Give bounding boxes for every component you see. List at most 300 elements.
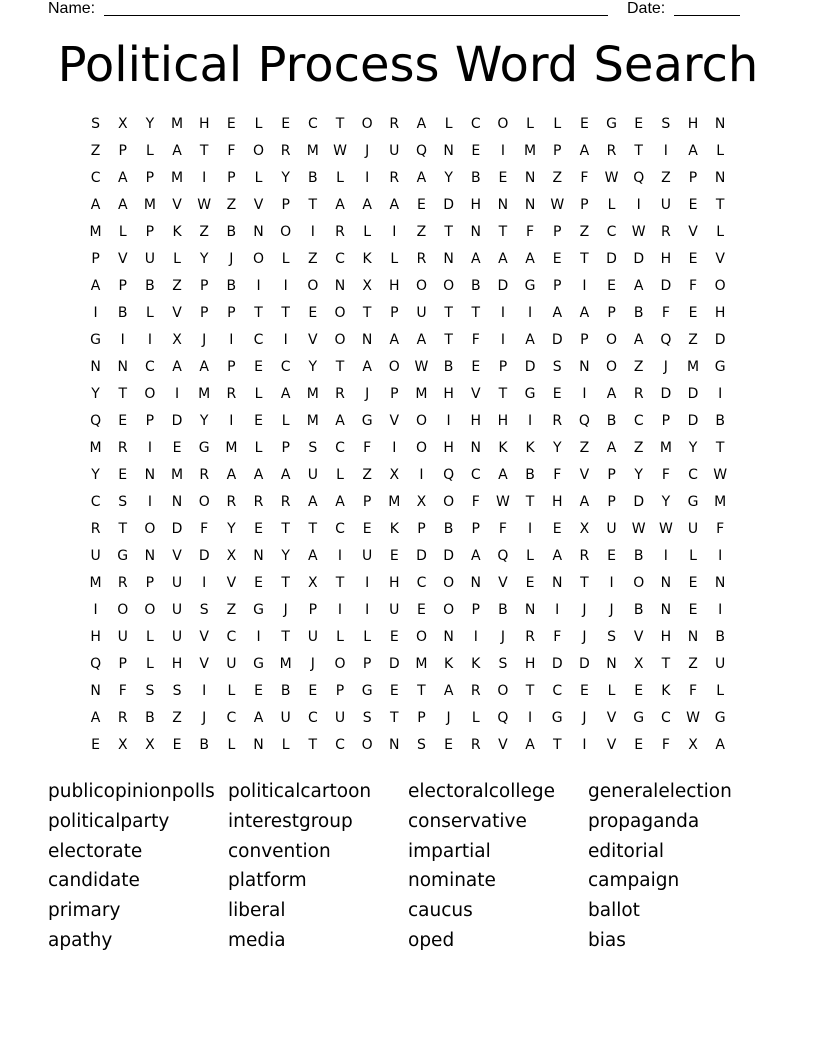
grid-letter: H bbox=[470, 197, 482, 213]
grid-letter: A bbox=[308, 494, 318, 510]
grid-letter: M bbox=[306, 143, 319, 159]
grid-letter: I bbox=[718, 602, 723, 618]
grid-letter: X bbox=[362, 278, 372, 294]
grid-letter: C bbox=[253, 332, 264, 348]
grid-letter: I bbox=[718, 548, 723, 564]
grid-letter: L bbox=[471, 710, 480, 726]
grid-letter: P bbox=[281, 197, 290, 213]
grid-letter: N bbox=[253, 737, 264, 753]
grid-letter: M bbox=[89, 440, 102, 456]
grid-letter: M bbox=[659, 440, 672, 456]
grid-letter: V bbox=[606, 737, 617, 753]
word-list bbox=[48, 780, 768, 959]
grid-letter: A bbox=[280, 467, 291, 483]
grid-letter: H bbox=[389, 575, 400, 591]
grid-letter: Z bbox=[633, 440, 644, 456]
grid-letter: N bbox=[470, 224, 481, 240]
grid-letter: L bbox=[526, 548, 534, 564]
grid-letter: F bbox=[118, 683, 127, 699]
grid-letter: L bbox=[173, 251, 181, 267]
grid-letter: U bbox=[307, 467, 318, 483]
grid-letter: C bbox=[470, 116, 481, 132]
grid-row bbox=[82, 246, 734, 273]
grid-letter: D bbox=[524, 359, 536, 375]
grid-letter: T bbox=[552, 737, 562, 753]
grid-letter: Y bbox=[308, 359, 318, 375]
grid-letter: L bbox=[336, 629, 344, 645]
grid-letter: B bbox=[280, 683, 291, 699]
grid-letter: F bbox=[661, 737, 670, 753]
grid-letter: A bbox=[416, 170, 427, 186]
grid-letter: G bbox=[117, 548, 129, 564]
grid-letter: S bbox=[199, 602, 209, 618]
grid-letter: W bbox=[658, 521, 673, 537]
grid-letter: V bbox=[117, 251, 128, 267]
grid-letter: M bbox=[171, 170, 184, 186]
grid-letter: A bbox=[606, 440, 617, 456]
grid-letter: T bbox=[498, 224, 508, 240]
grid-letter: N bbox=[443, 251, 454, 267]
grid-letter: I bbox=[582, 278, 587, 294]
grid-letter: D bbox=[687, 386, 699, 402]
grid-letter: S bbox=[661, 116, 671, 132]
grid-letter: W bbox=[713, 467, 728, 483]
grid-letter: P bbox=[145, 575, 155, 591]
grid-row bbox=[82, 273, 734, 300]
grid-letter: P bbox=[145, 170, 155, 186]
grid-letter: S bbox=[172, 683, 182, 699]
grid-letter: F bbox=[200, 521, 209, 537]
grid-letter: R bbox=[579, 548, 590, 564]
grid-letter: R bbox=[633, 386, 644, 402]
grid-letter: V bbox=[389, 413, 400, 429]
grid-letter: I bbox=[365, 602, 370, 618]
grid-letter: V bbox=[606, 710, 617, 726]
grid-letter: P bbox=[553, 278, 562, 294]
grid-letter: D bbox=[171, 413, 183, 429]
word-list-item: primary bbox=[48, 900, 121, 922]
grid-letter: E bbox=[417, 197, 426, 213]
grid-row bbox=[82, 732, 734, 759]
grid-letter: O bbox=[415, 440, 427, 456]
grid-letter: H bbox=[524, 656, 536, 672]
grid-letter: S bbox=[552, 359, 562, 375]
grid-letter: A bbox=[117, 170, 128, 186]
word-list-item: bias bbox=[588, 929, 626, 951]
grid-letter: B bbox=[199, 737, 209, 753]
grid-letter: Y bbox=[444, 170, 453, 186]
grid-letter: U bbox=[389, 602, 400, 618]
grid-letter: P bbox=[362, 494, 372, 510]
grid-letter: C bbox=[335, 440, 345, 456]
grid-letter: T bbox=[281, 629, 290, 645]
grid-letter: B bbox=[715, 629, 725, 645]
grid-letter: E bbox=[579, 116, 589, 132]
grid-letter: V bbox=[172, 197, 182, 213]
grid-letter: X bbox=[145, 737, 155, 753]
grid-letter: L bbox=[689, 548, 697, 564]
grid-letter: C bbox=[145, 359, 155, 375]
grid-letter: H bbox=[443, 386, 454, 402]
grid-letter: B bbox=[117, 305, 128, 321]
grid-letter: P bbox=[607, 467, 616, 483]
grid-letter: D bbox=[714, 332, 726, 348]
grid-letter: A bbox=[280, 386, 291, 402]
grid-letter: W bbox=[197, 197, 212, 213]
grid-letter: W bbox=[414, 359, 429, 375]
grid-row bbox=[82, 300, 734, 327]
grid-row bbox=[82, 516, 734, 543]
grid-letter: B bbox=[308, 170, 318, 186]
grid-letter: J bbox=[663, 359, 668, 375]
grid-letter: U bbox=[171, 575, 183, 591]
grid-letter: S bbox=[607, 629, 616, 645]
grid-letter: C bbox=[335, 521, 345, 537]
grid-letter: J bbox=[582, 629, 587, 645]
grid-letter: I bbox=[365, 170, 370, 186]
grid-letter: I bbox=[337, 602, 343, 618]
grid-letter: O bbox=[443, 575, 455, 591]
word-list-item: caucus bbox=[408, 900, 473, 922]
grid-letter: I bbox=[283, 332, 288, 348]
grid-letter: X bbox=[117, 737, 128, 753]
grid-letter: R bbox=[226, 494, 237, 510]
grid-letter: G bbox=[198, 440, 210, 456]
grid-letter: T bbox=[335, 575, 345, 591]
grid-letter: Y bbox=[552, 440, 562, 456]
grid-letter: T bbox=[281, 521, 290, 537]
grid-letter: L bbox=[281, 413, 290, 429]
grid-letter: L bbox=[716, 683, 725, 699]
grid-letter: M bbox=[171, 467, 184, 483]
grid-letter: R bbox=[335, 386, 345, 402]
grid-letter: T bbox=[715, 440, 725, 456]
grid-letter: E bbox=[552, 386, 562, 402]
grid-letter: F bbox=[471, 494, 480, 510]
word-list-item: platform bbox=[228, 870, 307, 892]
grid-letter: A bbox=[579, 305, 590, 321]
grid-letter: S bbox=[498, 656, 508, 672]
grid-letter: O bbox=[443, 602, 455, 618]
grid-letter: I bbox=[500, 305, 505, 321]
grid-letter: U bbox=[226, 656, 237, 672]
grid-letter: W bbox=[631, 224, 646, 240]
grid-letter: A bbox=[362, 359, 372, 375]
word-list-item: oped bbox=[408, 929, 455, 951]
grid-letter: E bbox=[362, 521, 372, 537]
grid-letter: F bbox=[688, 278, 698, 294]
word-list-item: conservative bbox=[408, 810, 527, 832]
grid-letter: P bbox=[145, 224, 155, 240]
grid-letter: A bbox=[117, 197, 128, 213]
grid-letter: Y bbox=[661, 494, 671, 510]
grid-letter: P bbox=[227, 305, 236, 321]
grid-letter: T bbox=[580, 575, 589, 591]
grid-letter: W bbox=[550, 197, 565, 213]
grid-letter: P bbox=[390, 305, 399, 321]
grid-letter: L bbox=[227, 683, 236, 699]
grid-letter: Z bbox=[172, 278, 182, 294]
grid-letter: I bbox=[582, 737, 587, 753]
grid-letter: W bbox=[631, 521, 646, 537]
grid-letter: O bbox=[144, 602, 156, 618]
grid-letter: Q bbox=[660, 332, 672, 348]
grid-letter: G bbox=[253, 602, 264, 618]
grid-letter: P bbox=[145, 413, 155, 429]
grid-letter: A bbox=[416, 116, 427, 132]
grid-letter: M bbox=[714, 494, 727, 510]
grid-letter: Y bbox=[145, 116, 155, 132]
grid-letter: I bbox=[609, 575, 614, 591]
grid-letter: H bbox=[171, 656, 183, 672]
grid-letter: O bbox=[415, 629, 427, 645]
grid-letter: L bbox=[336, 467, 344, 483]
grid-letter: T bbox=[199, 143, 209, 159]
word-list-item: apathy bbox=[48, 929, 113, 951]
grid-letter: E bbox=[634, 116, 644, 132]
grid-letter: H bbox=[389, 278, 400, 294]
grid-letter: R bbox=[389, 170, 400, 186]
grid-letter: V bbox=[308, 332, 318, 348]
grid-letter: P bbox=[553, 224, 562, 240]
grid-letter: J bbox=[446, 710, 451, 726]
grid-letter: N bbox=[606, 656, 617, 672]
grid-letter: K bbox=[362, 251, 372, 267]
grid-letter: I bbox=[528, 413, 533, 429]
grid-letter: A bbox=[443, 683, 454, 699]
grid-letter: E bbox=[226, 116, 236, 132]
grid-letter: P bbox=[553, 143, 562, 159]
grid-letter: E bbox=[471, 143, 481, 159]
grid-letter: L bbox=[145, 143, 154, 159]
grid-letter: Z bbox=[226, 197, 237, 213]
grid-letter: H bbox=[660, 251, 672, 267]
grid-letter: E bbox=[118, 467, 128, 483]
grid-letter: Z bbox=[688, 656, 698, 672]
grid-letter: E bbox=[172, 440, 182, 456]
grid-letter: Q bbox=[415, 143, 427, 159]
grid-letter: E bbox=[552, 251, 562, 267]
grid-letter: M bbox=[306, 413, 319, 429]
grid-row bbox=[82, 381, 734, 408]
grid-letter: O bbox=[280, 224, 292, 240]
grid-letter: F bbox=[498, 521, 507, 537]
grid-letter: N bbox=[117, 359, 128, 375]
grid-letter: Y bbox=[227, 521, 236, 537]
grid-letter: J bbox=[582, 602, 587, 618]
grid-letter: B bbox=[145, 710, 155, 726]
grid-letter: R bbox=[552, 413, 563, 429]
grid-letter: P bbox=[118, 656, 127, 672]
grid-letter: M bbox=[89, 575, 102, 591]
grid-letter: U bbox=[171, 602, 183, 618]
grid-letter: X bbox=[416, 494, 427, 510]
grid-letter: A bbox=[525, 332, 535, 348]
grid-letter: I bbox=[528, 305, 533, 321]
grid-letter: E bbox=[444, 737, 454, 753]
grid-letter: R bbox=[660, 224, 671, 240]
grid-letter: V bbox=[199, 629, 209, 645]
grid-row bbox=[82, 705, 734, 732]
grid-letter: T bbox=[471, 305, 481, 321]
grid-letter: T bbox=[417, 683, 426, 699]
grid-letter: A bbox=[552, 305, 563, 321]
grid-letter: R bbox=[525, 629, 535, 645]
grid-letter: E bbox=[525, 575, 535, 591]
grid-letter: O bbox=[497, 683, 509, 699]
word-list-item: ballot bbox=[588, 900, 640, 922]
grid-letter: P bbox=[471, 602, 480, 618]
word-list-item: politicalparty bbox=[48, 810, 170, 832]
grid-letter: V bbox=[172, 305, 182, 321]
grid-letter: Z bbox=[308, 251, 318, 267]
grid-letter: Q bbox=[578, 413, 590, 429]
grid-letter: B bbox=[498, 602, 508, 618]
grid-letter: Z bbox=[688, 332, 698, 348]
grid-letter: R bbox=[117, 575, 128, 591]
grid-letter: T bbox=[525, 494, 535, 510]
grid-letter: C bbox=[660, 710, 671, 726]
grid-letter: A bbox=[470, 251, 481, 267]
grid-letter: G bbox=[361, 683, 373, 699]
grid-row bbox=[82, 354, 734, 381]
grid-letter: F bbox=[661, 467, 670, 483]
grid-letter: E bbox=[579, 683, 589, 699]
grid-letter: L bbox=[281, 737, 290, 753]
grid-letter: N bbox=[714, 170, 726, 186]
grid-letter: N bbox=[144, 467, 156, 483]
grid-letter: E bbox=[118, 413, 128, 429]
grid-letter: R bbox=[117, 440, 128, 456]
grid-letter: L bbox=[254, 116, 263, 132]
grid-letter: M bbox=[415, 656, 428, 672]
grid-letter: E bbox=[607, 278, 616, 294]
grid-letter: M bbox=[306, 386, 319, 402]
grid-letter: G bbox=[606, 116, 617, 132]
grid-letter: B bbox=[715, 413, 725, 429]
grid-letter: N bbox=[90, 683, 101, 699]
grid-row bbox=[82, 543, 734, 570]
grid-letter: R bbox=[335, 224, 345, 240]
grid-letter: V bbox=[498, 575, 508, 591]
grid-letter: A bbox=[226, 467, 237, 483]
grid-letter: Z bbox=[226, 602, 237, 618]
grid-letter: E bbox=[634, 683, 644, 699]
grid-letter: A bbox=[470, 548, 481, 564]
grid-letter: N bbox=[524, 602, 536, 618]
grid-letter: N bbox=[361, 332, 373, 348]
grid-letter: L bbox=[254, 386, 263, 402]
grid-letter: S bbox=[118, 494, 128, 510]
grid-letter: O bbox=[144, 521, 156, 537]
grid-letter: A bbox=[633, 332, 644, 348]
grid-letter: T bbox=[634, 143, 643, 159]
grid-letter: N bbox=[524, 170, 536, 186]
grid-letter: O bbox=[443, 494, 455, 510]
grid-letter: T bbox=[444, 224, 453, 240]
grid-letter: G bbox=[633, 710, 645, 726]
grid-letter: F bbox=[553, 467, 562, 483]
grid-letter: D bbox=[171, 521, 183, 537]
grid-letter: C bbox=[307, 116, 318, 132]
grid-letter: Z bbox=[552, 170, 563, 186]
grid-letter: P bbox=[390, 386, 399, 402]
grid-letter: N bbox=[389, 737, 400, 753]
grid-letter: C bbox=[688, 467, 698, 483]
grid-letter: A bbox=[498, 467, 508, 483]
grid-letter: D bbox=[660, 278, 672, 294]
grid-letter: I bbox=[202, 683, 207, 699]
grid-letter: T bbox=[335, 359, 345, 375]
grid-letter: B bbox=[470, 170, 481, 186]
grid-letter: C bbox=[552, 683, 563, 699]
grid-letter: P bbox=[199, 305, 209, 321]
grid-letter: U bbox=[334, 710, 346, 726]
grid-letter: I bbox=[555, 602, 560, 618]
grid-letter: A bbox=[362, 197, 372, 213]
word-list-item: interestgroup bbox=[228, 810, 353, 832]
grid-letter: E bbox=[389, 629, 399, 645]
grid-letter: H bbox=[497, 413, 509, 429]
grid-letter: E bbox=[688, 251, 698, 267]
grid-letter: Z bbox=[416, 224, 427, 240]
grid-letter: J bbox=[609, 602, 614, 618]
grid-letter: P bbox=[498, 359, 508, 375]
grid-letter: Y bbox=[281, 548, 290, 564]
grid-letter: U bbox=[416, 305, 427, 321]
grid-letter: I bbox=[528, 710, 533, 726]
grid-letter: U bbox=[606, 521, 617, 537]
grid-letter: L bbox=[363, 224, 372, 240]
grid-letter: U bbox=[715, 656, 726, 672]
grid-letter: N bbox=[660, 602, 672, 618]
grid-letter: I bbox=[174, 386, 180, 402]
grid-letter: E bbox=[417, 602, 426, 618]
grid-letter: J bbox=[310, 656, 315, 672]
grid-letter: I bbox=[663, 548, 668, 564]
grid-letter: V bbox=[226, 575, 237, 591]
grid-letter: A bbox=[253, 710, 264, 726]
grid-letter: G bbox=[687, 494, 699, 510]
grid-letter: I bbox=[500, 143, 505, 159]
grid-letter: A bbox=[335, 494, 345, 510]
grid-letter: D bbox=[551, 656, 563, 672]
grid-letter: I bbox=[528, 521, 533, 537]
grid-row bbox=[82, 435, 734, 462]
grid-letter: R bbox=[280, 143, 291, 159]
grid-letter: K bbox=[172, 224, 182, 240]
grid-letter: P bbox=[580, 332, 589, 348]
grid-letter: D bbox=[606, 251, 617, 267]
grid-letter: H bbox=[660, 629, 672, 645]
grid-letter: K bbox=[389, 521, 399, 537]
grid-letter: L bbox=[254, 440, 263, 456]
grid-letter: N bbox=[551, 575, 563, 591]
grid-letter: O bbox=[334, 305, 346, 321]
grid-letter: C bbox=[307, 710, 318, 726]
grid-letter: D bbox=[497, 278, 509, 294]
grid-letter: U bbox=[171, 629, 183, 645]
grid-letter: I bbox=[663, 143, 668, 159]
grid-letter: H bbox=[90, 629, 101, 645]
grid-letter: O bbox=[307, 278, 319, 294]
grid-letter: A bbox=[335, 413, 345, 429]
grid-letter: K bbox=[498, 440, 508, 456]
grid-letter: A bbox=[90, 197, 101, 213]
grid-row bbox=[82, 570, 734, 597]
grid-letter: J bbox=[283, 602, 288, 618]
grid-letter: T bbox=[715, 197, 725, 213]
